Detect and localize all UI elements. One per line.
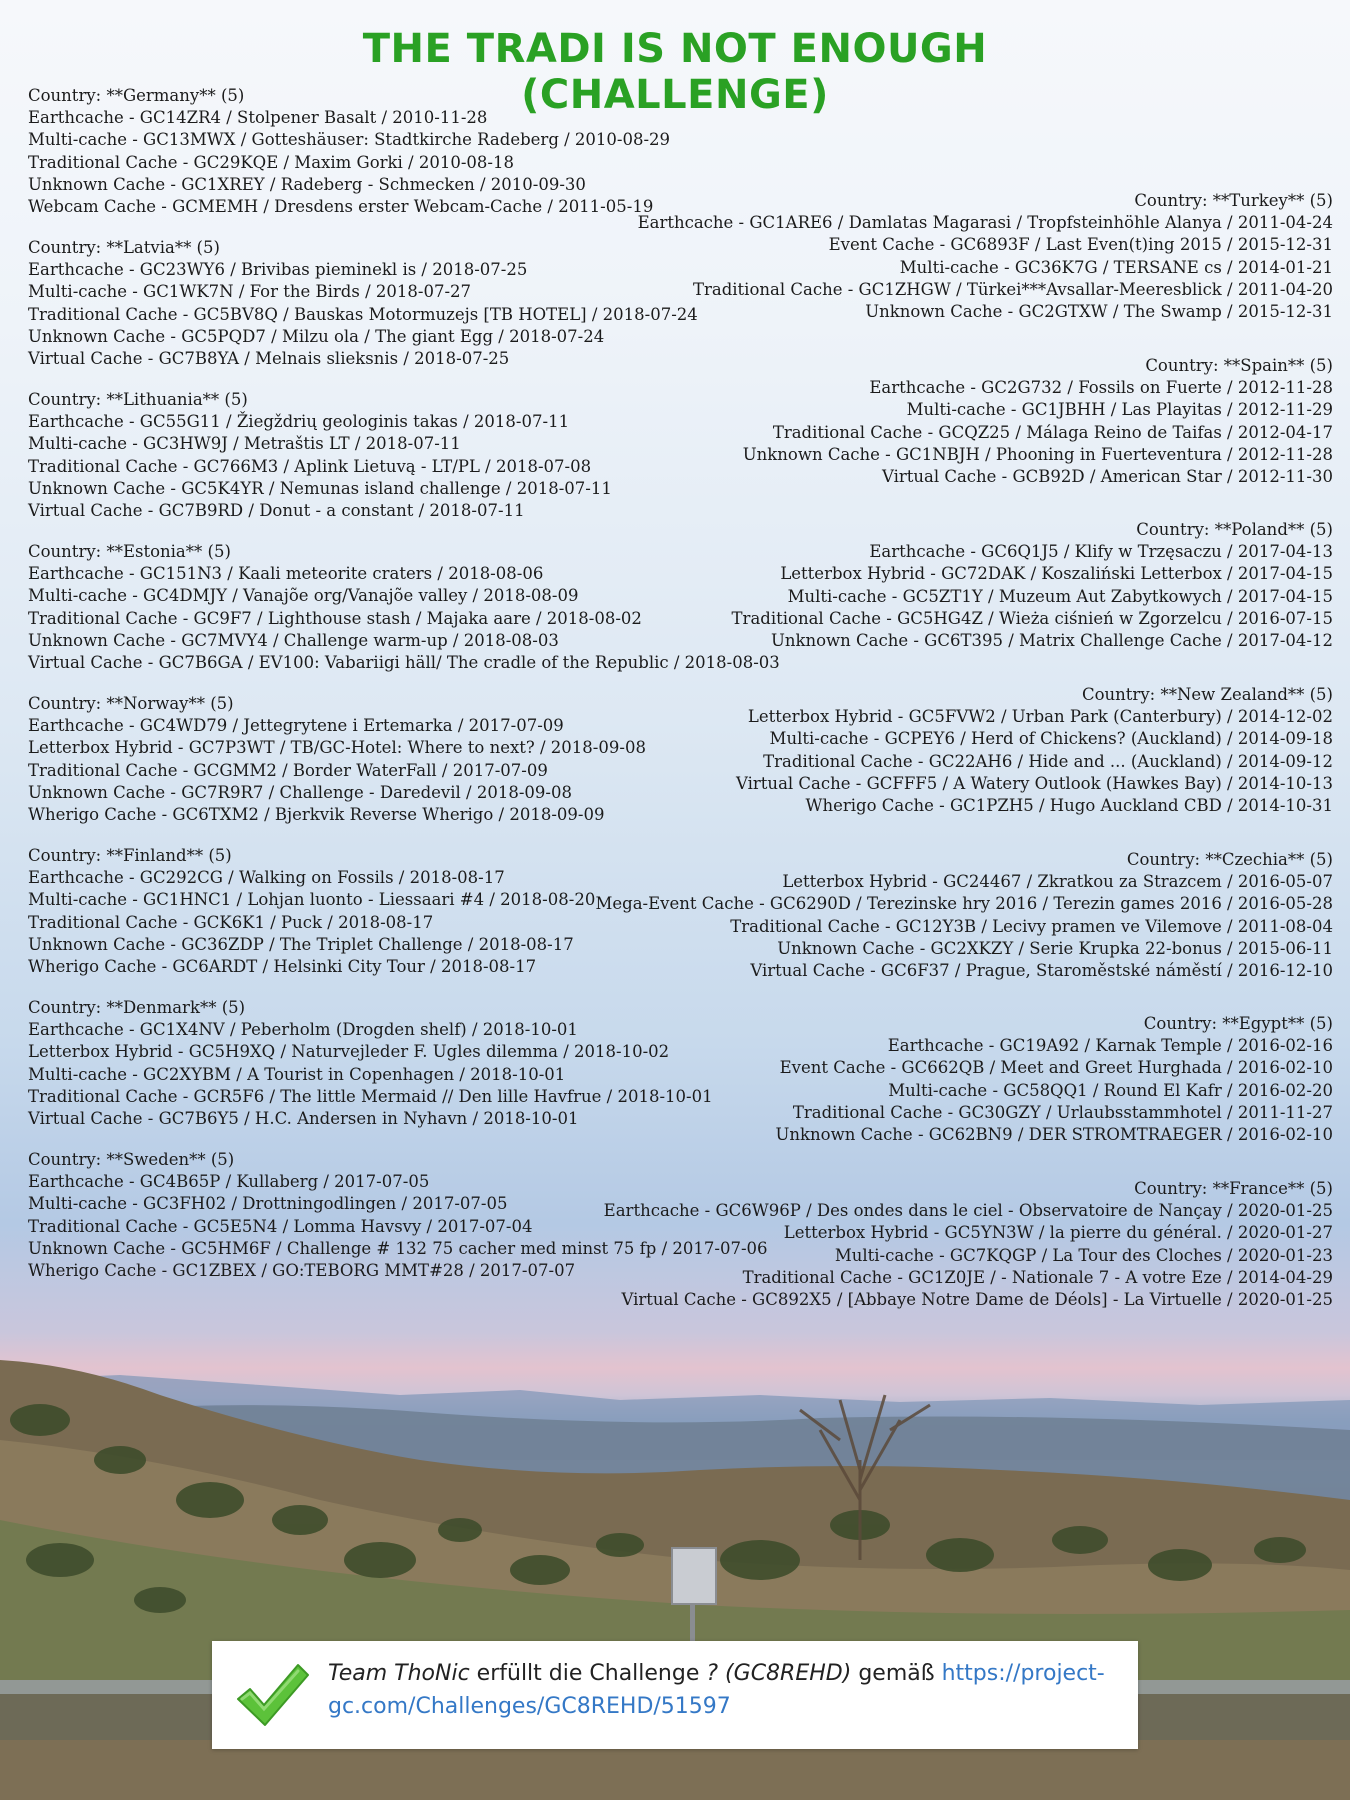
cache-entry: Wherigo Cache - GC1ZBEX / GO:TEBORG MMT#28 / 2017-07-07 — [28, 1261, 576, 1281]
country-header: Country: **Lithuania** (5) — [28, 390, 248, 409]
cache-entry: Unknown Cache - GC7MVY4 / Challenge warm-up / 2018-08-03 — [28, 630, 559, 650]
banner-verb: erfüllt die Challenge — [476, 1661, 700, 1686]
cache-entry: Unknown Cache - GC1XREY / Radeberg - Schmecken / 2010-09-30 — [28, 174, 586, 194]
title-line-1: THE TRADI IS NOT ENOUGH — [362, 26, 988, 72]
country-header: Country: **Norway** (5) — [28, 694, 234, 713]
cache-entry: Unknown Cache - GC2XKZY / Serie Krupka 22-bonus / 2015-06-11 — [777, 938, 1333, 958]
cache-entry: Multi-cache - GC13MWX / Gotteshäuser: Stadtkirche Radeberg / 2010-08-29 — [28, 130, 671, 150]
cache-entry: Event Cache - GC6893F / Last Even(t)ing 2015 / 2015-12-31 — [828, 235, 1333, 255]
cache-entry: Traditional Cache - GCGMM2 / Border WaterFall / 2017-07-09 — [28, 760, 548, 780]
cache-entry: Letterbox Hybrid - GC24467 / Zkratkou za Strazcem / 2016-05-07 — [782, 872, 1333, 892]
cache-entry: Unknown Cache - GC5HM6F / Challenge # 132 75 cacher med minst 75 fp / 2017-07-06 — [28, 1238, 768, 1258]
country-block-czechia — [573, 849, 1333, 982]
country-header: Country: **Sweden** (5) — [28, 1150, 235, 1169]
cache-entry: Wherigo Cache - GC6TXM2 / Bjerkvik Reverse Wherigo / 2018-09-09 — [28, 805, 605, 825]
cache-entry: Multi-cache - GC1JBHH / Las Playitas / 2012-11-29 — [906, 400, 1333, 420]
cache-entry: Earthcache - GC151N3 / Kaali meteorite craters / 2018-08-06 — [28, 564, 544, 584]
cache-entry: Multi-cache - GC3FH02 / Drottningodlingen / 2017-07-05 — [28, 1194, 508, 1214]
title-line-2: (CHALLENGE) — [521, 72, 829, 118]
cache-entry: Virtual Cache - GC7B6GA / EV100: Vabariigi häll/ The cradle of the Republic / 2018-08-03 — [28, 653, 780, 673]
cache-entry: Earthcache - GC4B65P / Kullaberg / 2017-07-05 — [28, 1172, 430, 1192]
cache-entry: Traditional Cache - GC22AH6 / Hide and ... (Auckland) / 2014-09-12 — [763, 751, 1333, 771]
cache-entry: Letterbox Hybrid - GC7P3WT / TB/GC-Hotel: Where to next? / 2018-09-08 — [28, 738, 646, 758]
cache-entry: Earthcache - GC4WD79 / Jettegrytene i Ertemarka / 2017-07-09 — [28, 716, 564, 736]
cache-entry: Unknown Cache - GC5K4YR / Nemunas island challenge / 2018-07-11 — [28, 478, 612, 498]
cache-entry: Virtual Cache - GCB92D / American Star / 2012-11-30 — [881, 467, 1333, 487]
cache-entry: Traditional Cache - GCQZ25 / Málaga Reino de Taifas / 2012-04-17 — [772, 422, 1333, 442]
cache-entry: Traditional Cache - GC1ZHGW / Türkei***Avsallar-Meeresblick / 2011-04-20 — [692, 279, 1333, 299]
cache-entry: Earthcache - GC19A92 / Karnak Temple / 2016-02-16 — [887, 1036, 1333, 1056]
checkmark-icon — [232, 1659, 312, 1731]
cache-entry: Unknown Cache - GC5PQD7 / Milzu ola / The giant Egg / 2018-07-24 — [28, 326, 605, 346]
country-header: Country: **France** (5) — [1134, 1179, 1333, 1198]
cache-entry: Unknown Cache - GC1NBJH / Phooning in Fuerteventura / 2012-11-28 — [742, 444, 1333, 464]
cache-entry: Virtual Cache - GCFFF5 / A Watery Outlook (Hawkes Bay) / 2014-10-13 — [736, 773, 1333, 793]
cache-entry: Letterbox Hybrid - GC5YN3W / la pierre du général. / 2020-01-27 — [783, 1223, 1333, 1243]
cache-entry: Multi-cache - GC1WK7N / For the Birds / 2018-07-27 — [28, 282, 472, 302]
country-header: Country: **Latvia** (5) — [28, 238, 220, 257]
team-name: Team ThoNic — [328, 1661, 470, 1686]
cache-entry: Traditional Cache - GC12Y3B / Lecivy pramen ve Vilemove / 2011-08-04 — [730, 916, 1333, 936]
country-block-new-zealand — [573, 684, 1333, 817]
cache-entry: Virtual Cache - GC7B8YA / Melnais slieksnis / 2018-07-25 — [28, 349, 510, 369]
cache-entry: Traditional Cache - GC766M3 / Aplink Lietuvą - LT/PL / 2018-07-08 — [28, 456, 592, 476]
country-header: Country: **Estonia** (5) — [28, 542, 231, 561]
cache-entry: Earthcache - GC2G732 / Fossils on Fuerte / 2012-11-28 — [869, 378, 1333, 398]
cache-entry: Traditional Cache - GC5BV8Q / Bauskas Motormuzejs [TB HOTEL] / 2018-07-24 — [28, 304, 698, 324]
cache-entry: Traditional Cache - GC9F7 / Lighthouse stash / Majaka aare / 2018-08-02 — [28, 608, 642, 628]
cache-entry: Unknown Cache - GC6T395 / Matrix Challenge Cache / 2017-04-12 — [770, 631, 1333, 651]
country-header: Country: **Egypt** (5) — [1143, 1014, 1333, 1033]
cache-entry: Letterbox Hybrid - GC72DAK / Koszaliński Letterbox / 2017-04-15 — [780, 564, 1333, 584]
banner-according: gemäß — [858, 1661, 935, 1686]
cache-entry: Multi-cache - GC2XYBM / A Tourist in Copenhagen / 2018-10-01 — [28, 1064, 566, 1084]
country-header: Country: **Spain** (5) — [1145, 356, 1333, 375]
cache-entry: Earthcache - GC6W96P / Des ondes dans le ciel - Observatoire de Nançay / 2020-01-25 — [603, 1201, 1333, 1221]
cache-entry: Traditional Cache - GC5E5N4 / Lomma Havsvy / 2017-07-04 — [28, 1216, 533, 1236]
cache-entry: Earthcache - GC23WY6 / Brivibas pieminekl is / 2018-07-25 — [28, 260, 528, 280]
cache-entry: Unknown Cache - GC2GTXW / The Swamp / 2015-12-31 — [865, 302, 1333, 322]
country-header: Country: **Czechia** (5) — [1126, 850, 1333, 869]
cache-entry: Virtual Cache - GC7B9RD / Donut - a constant / 2018-07-11 — [28, 501, 525, 521]
country-header: Country: **Turkey** (5) — [1134, 191, 1333, 210]
cache-entry: Multi-cache - GC7KQGP / La Tour des Cloches / 2020-01-23 — [834, 1245, 1333, 1265]
cache-entry: Letterbox Hybrid - GC5FVW2 / Urban Park (Canterbury) / 2014-12-02 — [747, 707, 1333, 727]
cache-entry: Event Cache - GC662QB / Meet and Greet Hurghada / 2016-02-10 — [779, 1058, 1333, 1078]
cache-entry: Multi-cache - GC3HW9J / Metraštis LT / 2018-07-11 — [28, 434, 461, 454]
cache-entry: Virtual Cache - GC6F37 / Prague, Staroměstské náměstí / 2016-12-10 — [750, 961, 1333, 981]
country-header: Country: **Germany** (5) — [28, 86, 245, 105]
cache-entry: Earthcache - GC6Q1J5 / Klify w Trzęsaczu / 2017-04-13 — [869, 542, 1333, 562]
cache-entry: Multi-cache - GCPEY6 / Herd of Chickens? (Auckland) / 2014-09-18 — [769, 729, 1333, 749]
cache-entry: Multi-cache - GC58QQ1 / Round El Kafr / 2016-02-20 — [888, 1080, 1333, 1100]
challenge-code: ? (GC8REHD) — [706, 1661, 852, 1686]
country-block-egypt — [573, 1013, 1333, 1146]
cache-entry: Earthcache - GC55G11 / Žiegždrių geologinis takas / 2018-07-11 — [28, 412, 570, 432]
cache-entry: Unknown Cache - GC62BN9 / DER STROMTRAEGER / 2016-02-10 — [775, 1125, 1333, 1145]
cache-entry: Traditional Cache - GC5HG4Z / Wieża ciśnień w Zgorzelcu / 2016-07-15 — [731, 608, 1333, 628]
cache-entry: Wherigo Cache - GC6ARDT / Helsinki City Tour / 2018-08-17 — [28, 957, 537, 977]
cache-entry: Earthcache - GC292CG / Walking on Fossils / 2018-08-17 — [28, 868, 505, 888]
cache-entry: Virtual Cache - GC7B6Y5 / H.C. Andersen in Nyhavn / 2018-10-01 — [28, 1109, 579, 1129]
challenge-result-banner — [212, 1641, 1138, 1749]
banner-message — [328, 1657, 1108, 1723]
country-block-france — [573, 1178, 1333, 1311]
cache-entry: Traditional Cache - GCK6K1 / Puck / 2018-08-17 — [28, 912, 434, 932]
cache-entry: Virtual Cache - GC892X5 / [Abbaye Notre Dame de Déols] - La Virtuelle / 2020-01-25 — [621, 1290, 1333, 1310]
cache-entry: Wherigo Cache - GC1PZH5 / Hugo Auckland CBD / 2014-10-31 — [805, 796, 1333, 816]
cache-entry: Earthcache - GC1X4NV / Peberholm (Drogden shelf) / 2018-10-01 — [28, 1020, 578, 1040]
project-gc-link[interactable]: https://project-gc.com/Challenges/GC8REHD/51597 — [328, 1661, 1105, 1719]
cache-entry: Traditional Cache - GCR5F6 / The little Mermaid // Den lille Havfrue / 2018-10-01 — [28, 1086, 713, 1106]
country-header: Country: **Finland** (5) — [28, 846, 232, 865]
country-block-turkey — [573, 190, 1333, 323]
country-header: Country: **Poland** (5) — [1136, 520, 1333, 539]
cache-entry: Multi-cache - GC1HNC1 / Lohjan luonto - Liessaari #4 / 2018-08-20 — [28, 890, 596, 910]
cache-entry: Multi-cache - GC5ZT1Y / Muzeum Aut Zabytkowych / 2017-04-15 — [787, 586, 1333, 606]
cache-entry: Unknown Cache - GC36ZDP / The Triplet Challenge / 2018-08-17 — [28, 934, 574, 954]
country-block-poland — [573, 519, 1333, 652]
cache-entry: Traditional Cache - GC29KQE / Maxim Gorki / 2010-08-18 — [28, 152, 514, 172]
cache-entry: Mega-Event Cache - GC6290D / Terezinske hry 2016 / Terezin games 2016 / 2016-05-28 — [595, 894, 1333, 914]
cache-entry: Traditional Cache - GC1Z0JE / - Nationale 7 - A votre Eze / 2014-04-29 — [742, 1267, 1333, 1287]
country-block-spain — [573, 355, 1333, 488]
cache-entry: Multi-cache - GC4DMJY / Vanajõe org/Vanajõe valley / 2018-08-09 — [28, 586, 579, 606]
country-header: Country: **Denmark** (5) — [28, 998, 246, 1017]
country-header: Country: **New Zealand** (5) — [1081, 685, 1333, 704]
cache-entry: Unknown Cache - GC7R9R7 / Challenge - Daredevil / 2018-09-08 — [28, 782, 572, 802]
cache-entry: Earthcache - GC1ARE6 / Damlatas Magarasi / Tropfsteinhöhle Alanya / 2011-04-24 — [637, 213, 1333, 233]
cache-entry: Traditional Cache - GC30GZY / Urlaubsstammhotel / 2011-11-27 — [792, 1102, 1333, 1122]
cache-entry: Multi-cache - GC36K7G / TERSANE cs / 2014-01-21 — [899, 257, 1333, 277]
cache-entry: Webcam Cache - GCMEMH / Dresdens erster Webcam-Cache / 2011-05-19 — [28, 197, 654, 217]
cache-entry: Letterbox Hybrid - GC5H9XQ / Naturvejleder F. Ugles dilemma / 2018-10-02 — [28, 1042, 670, 1062]
cache-entry: Earthcache - GC14ZR4 / Stolpener Basalt / 2010-11-28 — [28, 108, 488, 128]
